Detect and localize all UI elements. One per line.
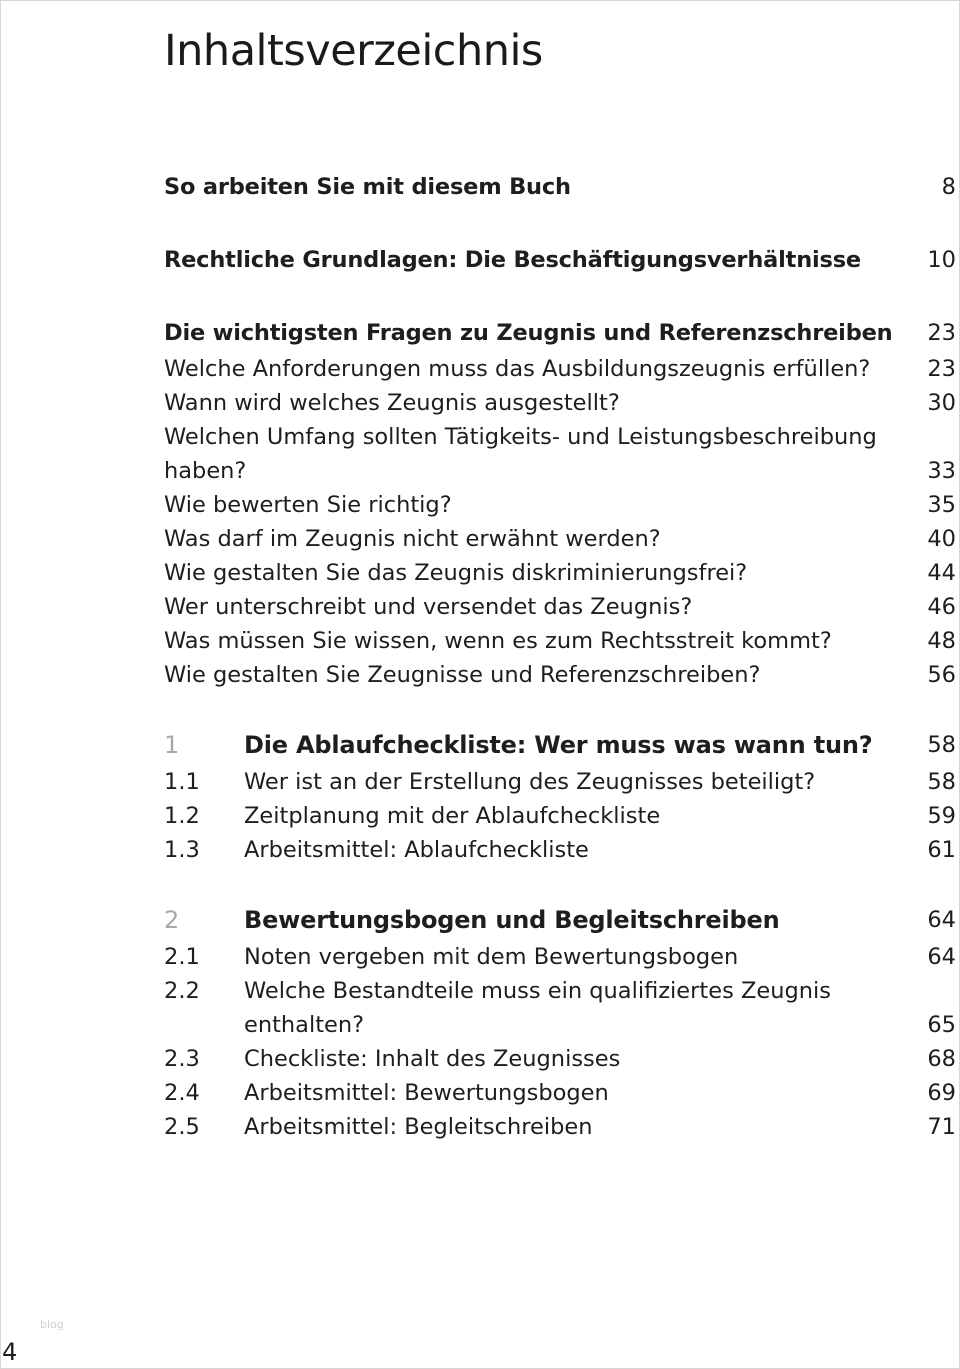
toc-entry-title: Wer unterschreibt und versendet das Zeugnis?: [164, 594, 693, 620]
toc-entry[interactable]: [164, 556, 956, 590]
toc-entry-title: enthalten?: [244, 1012, 365, 1038]
toc-entry-title: haben?: [164, 458, 247, 484]
toc-entry[interactable]: [164, 1110, 956, 1144]
toc-entry[interactable]: [164, 1076, 956, 1110]
toc-chapter-number: 2: [164, 906, 180, 934]
toc-entry-title: Arbeitsmittel: Ablaufcheckliste: [244, 837, 589, 863]
toc-entry-title: So arbeiten Sie mit diesem Buch: [164, 174, 571, 200]
toc-entry-title: Wie gestalten Sie das Zeugnis diskriminierungsfrei?: [164, 560, 748, 586]
toc-entry-page: 33: [927, 458, 956, 484]
toc-entry[interactable]: [164, 624, 956, 658]
toc-entry-title: Wie gestalten Sie Zeugnisse und Referenzschreiben?: [164, 662, 761, 688]
toc-entry[interactable]: [164, 799, 956, 833]
toc-entry-title: Zeitplanung mit der Ablaufcheckliste: [244, 803, 661, 829]
toc-entry-page: 46: [927, 594, 956, 620]
page-number: 4: [2, 1338, 18, 1366]
toc-entry[interactable]: [164, 765, 956, 799]
toc-entry[interactable]: [164, 590, 956, 624]
toc-entry-title: Wer ist an der Erstellung des Zeugnisses beteiligt?: [244, 769, 816, 795]
toc-entry-title: Noten vergeben mit dem Bewertungsbogen: [244, 944, 739, 970]
toc-entry[interactable]: [164, 454, 956, 488]
toc-entry-page: 44: [927, 560, 956, 586]
toc-entry[interactable]: [164, 488, 956, 522]
toc-entry[interactable]: [164, 940, 956, 974]
toc-entry[interactable]: [164, 386, 956, 420]
toc-entry-page: 8: [941, 174, 956, 200]
toc-entry-page: 10: [927, 247, 956, 273]
toc-entry-page: 68: [927, 1046, 956, 1072]
toc-entry[interactable]: [164, 522, 956, 556]
toc-entry-title: Was darf im Zeugnis nicht erwähnt werden?: [164, 526, 661, 552]
watermark: blog: [40, 1318, 64, 1331]
toc-entry[interactable]: [164, 974, 956, 1008]
toc-entry-title: Welche Anforderungen muss das Ausbildungszeugnis erfüllen?: [164, 356, 871, 382]
toc-entry[interactable]: [164, 352, 956, 386]
toc-entry-title: Checkliste: Inhalt des Zeugnisses: [244, 1046, 621, 1072]
toc-entry[interactable]: [164, 1008, 956, 1042]
toc-chapter[interactable]: [164, 903, 956, 937]
toc-entry-title: Die wichtigsten Fragen zu Zeugnis und Referenzschreiben: [164, 320, 893, 346]
toc-entry-title: Arbeitsmittel: Begleitschreiben: [244, 1114, 593, 1140]
page-title: Inhaltsverzeichnis: [164, 25, 543, 76]
toc-entry-page: 40: [927, 526, 956, 552]
toc-entry-page: 59: [927, 803, 956, 829]
toc-entry-page: 30: [927, 390, 956, 416]
toc-entry-title: Rechtliche Grundlagen: Die Beschäftigungsverhältnisse: [164, 247, 861, 273]
toc-entry-page: 58: [927, 732, 956, 758]
toc-entry-page: 61: [927, 837, 956, 863]
toc-entry-page: 56: [927, 662, 956, 688]
toc-entry-title: Bewertungsbogen und Begleitschreiben: [244, 906, 780, 934]
toc-section-number: 2.4: [164, 1080, 200, 1106]
toc-entry-page: 35: [927, 492, 956, 518]
toc-entry-title: Wie bewerten Sie richtig?: [164, 492, 452, 518]
toc-entry-page: 58: [927, 769, 956, 795]
toc-entry-page: 48: [927, 628, 956, 654]
toc-entry[interactable]: [164, 243, 956, 277]
toc-entry-page: 65: [927, 1012, 956, 1038]
toc-chapter[interactable]: [164, 728, 956, 762]
toc-entry-page: 64: [927, 944, 956, 970]
toc-section-number: 1.2: [164, 803, 200, 829]
toc-entry-page: 71: [927, 1114, 956, 1140]
toc-entry-page: 69: [927, 1080, 956, 1106]
toc-entry-title: Welche Bestandteile muss ein qualifiziertes Zeugnis: [244, 978, 831, 1004]
toc-entry[interactable]: [164, 170, 956, 204]
toc-entry-page: 23: [927, 356, 956, 382]
toc-chapter-number: 1: [164, 731, 180, 759]
toc-entry-title: Die Ablaufcheckliste: Wer muss was wann tun?: [244, 731, 873, 759]
toc-entry-title: Welchen Umfang sollten Tätigkeits- und Leistungsbeschreibung: [164, 424, 877, 450]
toc-entry[interactable]: [164, 420, 956, 454]
toc-entry-page: 23: [927, 320, 956, 346]
toc-section-number: 1.1: [164, 769, 200, 795]
toc-entry[interactable]: [164, 658, 956, 692]
toc-entry-title: Was müssen Sie wissen, wenn es zum Rechtsstreit kommt?: [164, 628, 832, 654]
toc-section-number: 2.2: [164, 978, 200, 1004]
toc-entry-page: 64: [927, 907, 956, 933]
toc-section-number: 2.5: [164, 1114, 200, 1140]
toc-section-number: 1.3: [164, 837, 200, 863]
toc-section-number: 2.1: [164, 944, 200, 970]
toc-section-number: 2.3: [164, 1046, 200, 1072]
toc-entry[interactable]: [164, 833, 956, 867]
toc-entry-title: Wann wird welches Zeugnis ausgestellt?: [164, 390, 620, 416]
toc-entry[interactable]: [164, 1042, 956, 1076]
toc-entry-title: Arbeitsmittel: Bewertungsbogen: [244, 1080, 609, 1106]
toc-entry[interactable]: [164, 316, 956, 350]
